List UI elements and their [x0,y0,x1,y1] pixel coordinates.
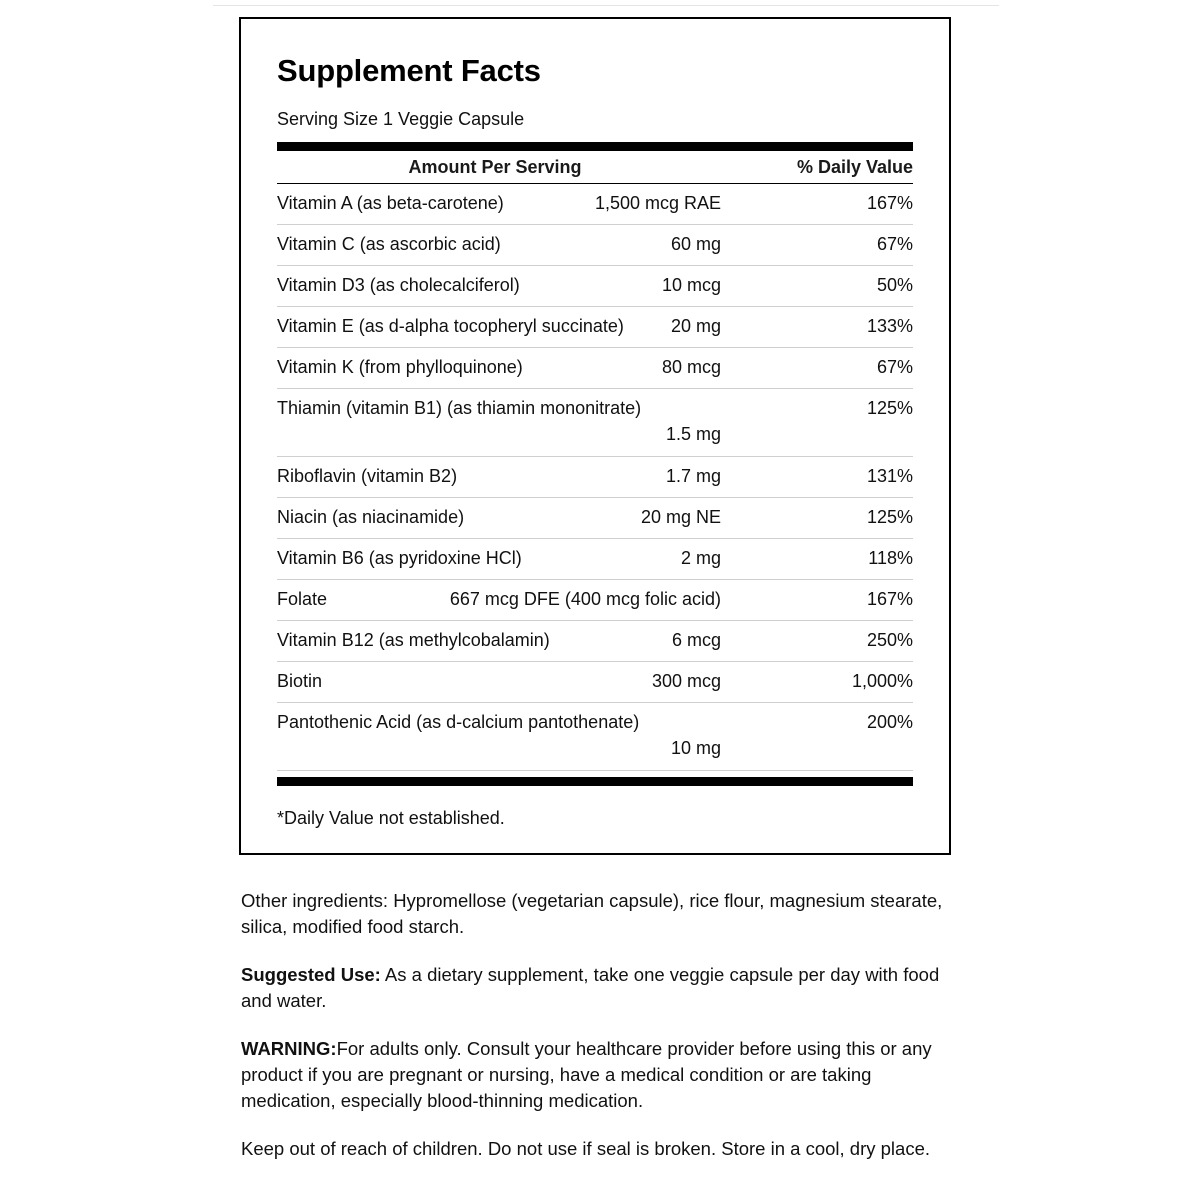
nutrient-name: Vitamin B12 (as methylcobalamin) [277,630,550,650]
thick-rule-top [277,142,913,151]
table-row [277,703,913,771]
nutrient-daily-value: 167% [866,589,913,609]
nutrient-daily-value: 167% [866,193,913,213]
nutrient-amount: 6 mcg [671,630,721,650]
suggested-use-label: Suggested Use: [241,964,381,985]
nutrient-amount: 1.7 mg [665,466,721,486]
label-notes [241,888,971,1162]
nutrient-daily-value: 125% [866,507,913,527]
table-row [277,225,913,266]
warning-paragraph [241,1036,971,1114]
table-row [277,457,913,498]
thick-rule-bottom [277,777,913,786]
nutrient-amount: 2 mg [680,548,721,568]
nutrient-daily-value: 1,000% [851,671,913,691]
daily-value-footnote: *Daily Value not established. [277,808,505,828]
table-row [277,621,913,662]
nutrient-daily-value: 67% [876,234,913,254]
page-title: Supplement Facts [277,53,541,88]
nutrient-amount: 667 mcg DFE (400 mcg folic acid) [449,589,721,609]
nutrient-amount: 300 mcg [651,671,721,691]
warning-label: WARNING: [241,1038,337,1059]
nutrient-table [259,184,931,771]
table-row [277,266,913,307]
table-row [277,580,913,621]
nutrient-name: Vitamin K (from phylloquinone) [277,357,523,377]
serving-size-text: Serving Size 1 Veggie Capsule [277,109,525,129]
nutrient-name: Niacin (as niacinamide) [277,507,465,527]
table-row [277,307,913,348]
nutrient-name: Vitamin A (as beta-carotene) [277,193,504,213]
nutrient-name: Riboflavin (vitamin B2) [277,466,458,486]
nutrient-amount: 60 mg [670,234,721,254]
nutrient-name: Vitamin B6 (as pyridoxine HCl) [277,548,522,568]
table-row [277,662,913,703]
other-ingredients-text: Other ingredients: Hypromellose (vegetarian capsule), rice flour, magnesium stearate, silica, modified food starch. [241,890,943,937]
table-header-row [277,157,913,184]
nutrient-daily-value: 250% [866,630,913,650]
nutrient-amount: 1.5 mg [665,424,721,444]
nutrient-name: Pantothenic Acid (as d-calcium pantothenate) [277,712,640,732]
suggested-use-paragraph [241,962,971,1014]
nutrient-amount: 1,500 mcg RAE [594,193,721,213]
nutrient-amount: 80 mcg [661,357,721,377]
nutrient-daily-value: 118% [868,548,913,568]
nutrient-daily-value: 125% [866,398,913,418]
table-row [277,184,913,225]
nutrient-daily-value: 200% [866,712,913,732]
nutrient-amount: 10 mg [670,738,721,758]
nutrient-name: Biotin [277,671,323,691]
nutrient-name: Folate [277,589,328,609]
nutrient-name: Vitamin E (as d-alpha tocopheryl succinate) [277,316,624,336]
table-row [277,389,913,457]
supplement-facts-panel [239,17,951,855]
warning-text: For adults only. Consult your healthcare provider before using this or any product if you are pregnant or nursing, have a medical condition or are taking medication, especially blood-thinning medication. [241,1038,932,1111]
nutrient-name: Thiamin (vitamin B1) (as thiamin mononitrate) [277,398,642,418]
nutrient-amount: 20 mg NE [640,507,721,527]
nutrient-daily-value: 50% [876,275,913,295]
header-amount-per-serving: Amount Per Serving [408,157,582,177]
nutrient-amount: 10 mcg [661,275,721,295]
nutrient-daily-value: 133% [866,316,913,336]
nutrient-daily-value: 67% [876,357,913,377]
suggested-use-text: As a dietary supplement, take one veggie capsule per day with food and water. [241,964,940,1011]
header-daily-value: % Daily Value [796,157,913,177]
nutrient-daily-value: 131% [866,466,913,486]
nutrient-name: Vitamin C (as ascorbic acid) [277,234,501,254]
nutrient-amount: 20 mg [670,316,721,336]
top-divider [213,5,999,6]
table-row [277,498,913,539]
storage-text: Keep out of reach of children. Do not use if seal is broken. Store in a cool, dry place. [241,1138,930,1159]
nutrient-name: Vitamin D3 (as cholecalciferol) [277,275,520,295]
table-row [277,348,913,389]
table-row [277,539,913,580]
